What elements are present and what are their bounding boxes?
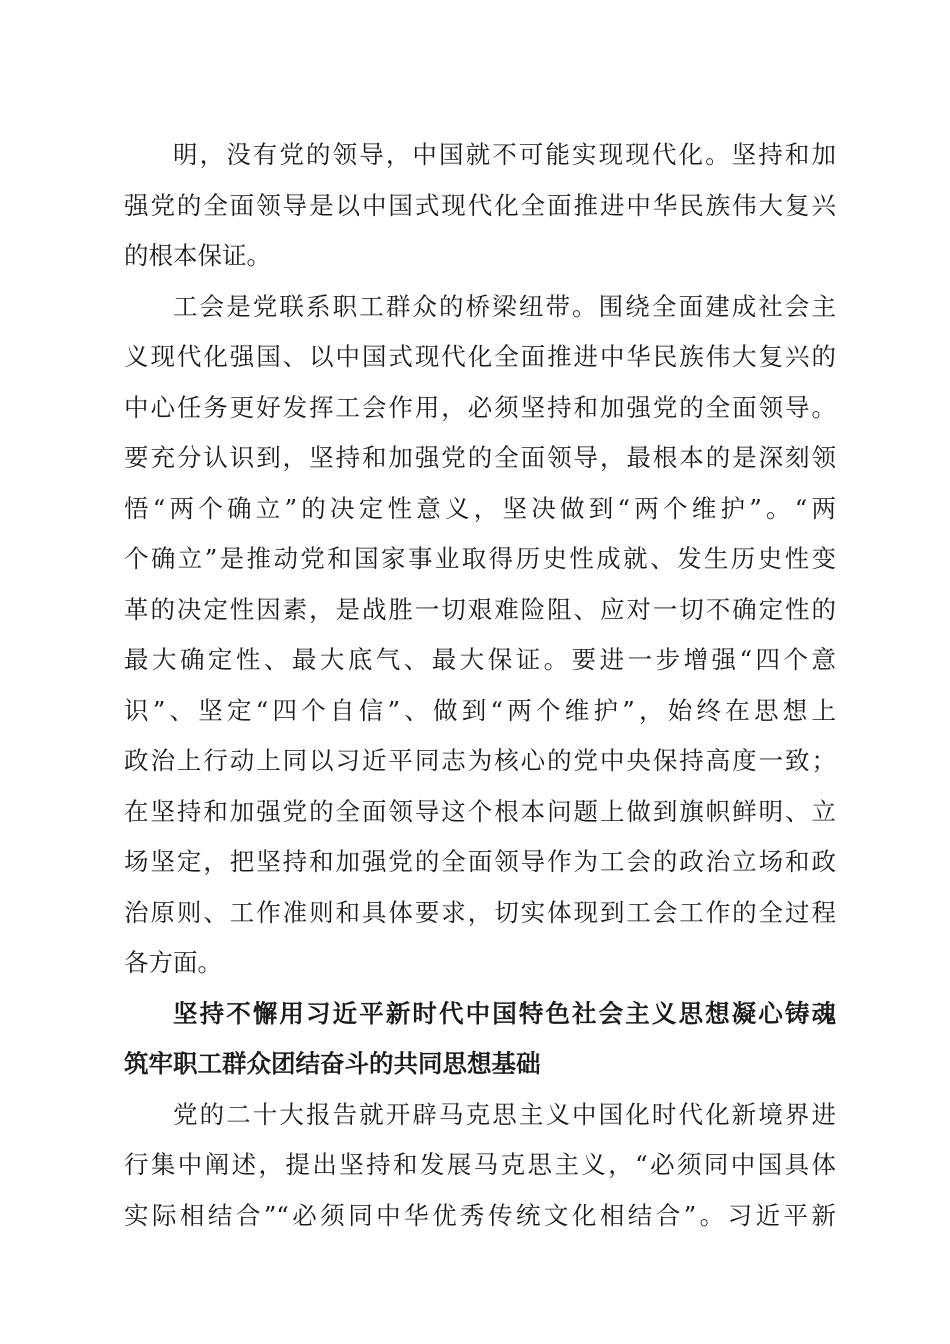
paragraph-line: 治原则、工作准则和具体要求，切实体现到工会工作的全过程	[124, 897, 836, 927]
paragraph-line: 政治上行动上同以习近平同志为核心的党中央保持高度一致；	[124, 746, 836, 775]
paragraph-line: 强党的全面领导是以中国式现代化全面推进中华民族伟大复兴	[124, 190, 836, 220]
paragraph-line: 悟“两个确立”的决定性意义，坚决做到“两个维护”。“两	[124, 493, 836, 523]
paragraph-line: 的根本保证。	[124, 241, 271, 270]
paragraph-line: 明，没有党的领导，中国就不可能实现现代化。坚持和加	[173, 140, 836, 169]
paragraph-line: 行集中阐述，提出坚持和发展马克思主义，“必须同中国具体	[124, 1150, 836, 1179]
paragraph-2	[124, 282, 836, 989]
paragraph-line: 最大确定性、最大底气、最大保证。要进一步增强“四个意	[124, 645, 836, 674]
paragraph-line: 识”、坚定“四个自信”、做到“两个维护”，始终在思想上	[124, 695, 836, 725]
document-page	[124, 130, 836, 1241]
paragraph-line: 革的决定性因素，是战胜一切艰难险阻、应对一切不确定性的	[124, 594, 836, 624]
paragraph-3	[124, 1090, 836, 1242]
paragraph-line: 个确立”是推动党和国家事业取得历史性成就、发生历史性变	[124, 544, 836, 573]
paragraph-1	[124, 130, 836, 282]
paragraph-line: 实际相结合”“必须同中华优秀传统文化相结合”。习近平新	[124, 1200, 836, 1230]
heading-line: 筑牢职工群众团结奋斗的共同思想基础	[124, 1049, 541, 1078]
paragraph-line: 工会是党联系职工群众的桥梁纽带。围绕全面建成社会主	[173, 291, 836, 321]
paragraph-line: 中心任务更好发挥工会作用，必须坚持和加强党的全面领导。	[124, 392, 836, 422]
paragraph-line: 各方面。	[124, 948, 222, 977]
paragraph-line: 在坚持和加强党的全面领导这个根本问题上做到旗帜鲜明、立	[124, 796, 836, 826]
section-heading	[124, 989, 836, 1090]
paragraph-line: 党的二十大报告就开辟马克思主义中国化时代化新境界进	[173, 1099, 836, 1129]
paragraph-line: 义现代化强国、以中国式现代化全面推进中华民族伟大复兴的	[124, 342, 836, 371]
paragraph-line: 场坚定，把坚持和加强党的全面领导作为工会的政治立场和政	[124, 847, 836, 876]
heading-line: 坚持不懈用习近平新时代中国特色社会主义思想凝心铸魂	[173, 998, 836, 1028]
paragraph-line: 要充分认识到，坚持和加强党的全面领导，最根本的是深刻领	[124, 443, 836, 472]
